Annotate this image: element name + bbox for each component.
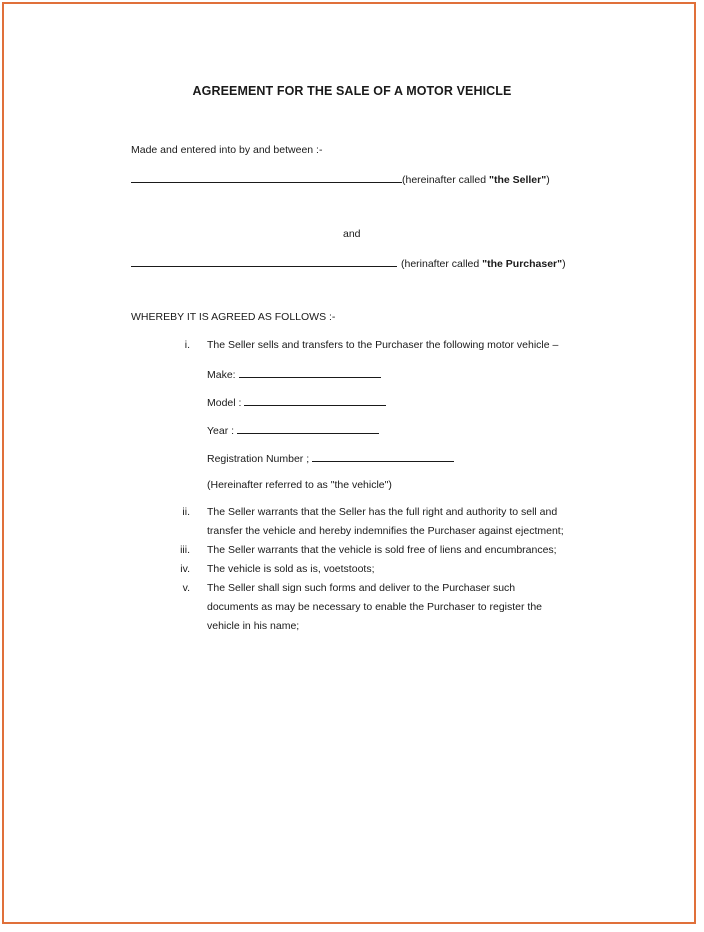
model-row (207, 395, 386, 409)
model-label: Model : (207, 397, 242, 409)
seller-label-bold: "the Seller" (488, 174, 547, 186)
hereinafter-vehicle: (Hereinafter referred to as "the vehicle") (207, 479, 392, 491)
and-text: and (343, 228, 361, 240)
clause-number: v. (182, 582, 190, 594)
clause-number: iii. (180, 544, 190, 556)
registration-label: Registration Number ; (207, 453, 310, 465)
clause-text: The Seller warrants that the vehicle is sold free of liens and encumbrances; (207, 544, 557, 556)
seller-name-blank[interactable] (131, 172, 402, 183)
registration-blank[interactable] (312, 451, 454, 462)
clause-text: documents as may be necessary to enable the Purchaser to register the (207, 601, 543, 613)
clause-text: The Seller warrants that the Seller has the full right and authority to sell and (207, 506, 558, 518)
seller-row (131, 172, 550, 186)
whereby-heading: WHEREBY IT IS AGREED AS FOLLOWS :- (131, 311, 336, 323)
make-label: Make: (207, 369, 236, 381)
purchaser-name-blank[interactable] (131, 256, 397, 267)
clause-text: vehicle in his name; (207, 620, 300, 632)
purchaser-label-bold: "the Purchaser" (482, 258, 563, 270)
clause-text: The Seller shall sign such forms and deliver to the Purchaser such (207, 582, 516, 594)
year-row (207, 423, 379, 437)
clause-number: ii. (182, 506, 190, 518)
clause-number: iv. (180, 563, 190, 575)
year-label: Year : (207, 425, 235, 437)
model-blank[interactable] (244, 395, 386, 406)
purchaser-label-post: ) (562, 258, 566, 270)
registration-row (207, 451, 454, 465)
seller-label-post: ) (546, 174, 550, 186)
intro-text: Made and entered into by and between :- (131, 144, 323, 156)
clause-text: transfer the vehicle and hereby indemnifies the Purchaser against ejectment; (207, 525, 564, 537)
document-title: AGREEMENT FOR THE SALE OF A MOTOR VEHICLE (192, 84, 512, 98)
purchaser-row (131, 256, 566, 270)
make-blank[interactable] (239, 367, 381, 378)
seller-label-pre: (hereinafter called (402, 174, 489, 186)
year-blank[interactable] (237, 423, 379, 434)
clause-text: The Seller sells and transfers to the Purchaser the following motor vehicle – (207, 339, 559, 351)
purchaser-label-pre: (herinafter called (401, 258, 483, 270)
clause-number: i. (184, 339, 190, 351)
make-row (207, 367, 381, 381)
clause-text: The vehicle is sold as is, voetstoots; (207, 563, 375, 575)
